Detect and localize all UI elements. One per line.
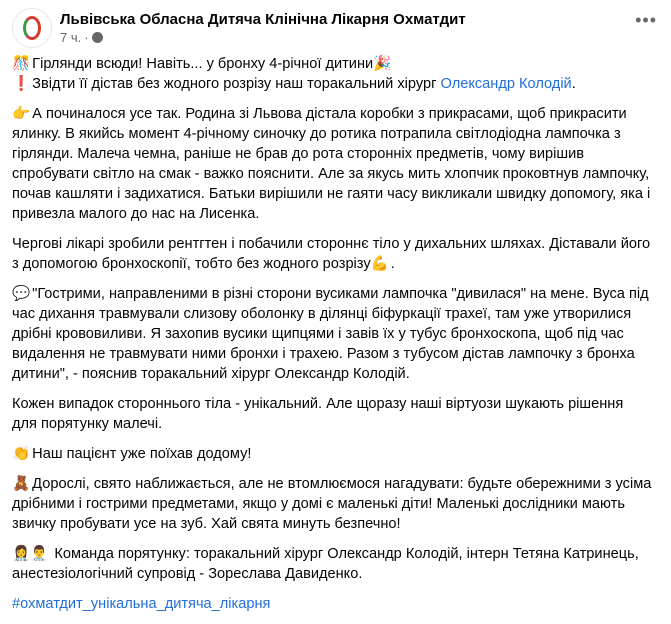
exclamation-icon: ❗: [12, 76, 31, 92]
paragraph-quote: [12, 284, 652, 384]
post-time[interactable]: 7 ч.: [60, 29, 82, 45]
logo-icon: [23, 16, 41, 40]
header-info: [60, 10, 625, 47]
flexed-biceps-icon: 💪: [370, 256, 389, 272]
paragraph-story: [12, 104, 652, 224]
paragraph-unique: [12, 394, 652, 434]
text: Звідти її дістав без жодного розрізу наш торакальний хірург: [32, 76, 441, 92]
text: .: [390, 256, 395, 272]
party-popper-icon: 🎉: [373, 56, 392, 72]
post-header: [12, 0, 657, 54]
clapping-hands-icon: 👏: [12, 446, 31, 462]
paragraph-intro: [12, 54, 652, 94]
page-avatar[interactable]: [12, 8, 52, 48]
text: Команда порятунку: торакальний хірург Олександр Колодій, інтерн Тетяна Катринець, анестезіологічний супровід - Зореслава Давиденко.: [12, 546, 639, 582]
page-name[interactable]: Львівська Обласна Дитяча Клінічна Лікарня Охматдит: [60, 10, 466, 28]
confetti-ball-icon: 🎊: [12, 56, 31, 72]
separator: ·: [84, 29, 89, 45]
text: Чергові лікарі зробили рентгтен і побачили стороннє тіло у дихальних шляхах. Діставали його з допомогою бронхоскопії, тобто без жодного розрізу: [12, 236, 651, 272]
surgeon-link[interactable]: Олександр Колодій: [440, 76, 572, 92]
health-worker-icons: 👩‍⚕️👨‍⚕️: [12, 546, 49, 562]
hashtag-link[interactable]: #охматдит_унікальна_дитяча_лікарня: [12, 596, 271, 612]
more-options-button[interactable]: •••: [635, 10, 657, 30]
post-body: [12, 54, 652, 614]
paragraph-hashtag: [12, 594, 652, 614]
paragraph-home: [12, 444, 652, 464]
paragraph-team: [12, 544, 652, 584]
text: .: [571, 76, 576, 92]
text: А починалося усе так. Родина зі Львова дістала коробки з прикрасами, щоб прикрасити ялинку. В якийсь момент 4-річному синочку до ротика потрапила світлодіодна лампочка з гірлянди. Малеча чемна, раніше не брав до рота сторонніх предметів, чому вирішив спробувати світло на смак - важко пояснити. Але за якусь мить хлопчик проковтнув лампочку, почав кашляти і задихатися. Батьки вирішили не гаяти часу викликали швидку допомогу, яка і привезла малого до нас на Лисенка.: [12, 106, 651, 222]
pointing-hand-icon: 👉: [12, 106, 31, 122]
globe-icon: [92, 32, 103, 43]
speech-bubble-icon: 💬: [12, 286, 31, 302]
text: Дорослі, свято наближається, але не втомлюємося нагадувати: будьте обережними з усіма дрібними і гострими предметами, якщо у домі є маленькі діти! Маленькі дослідники мають звичку пробувати усе на зуб. Хай свята минуть безпечно!: [12, 476, 652, 532]
paragraph-xray: [12, 234, 652, 274]
text: Гірлянди всюди! Навіть... у бронху 4-річної дитини: [32, 56, 374, 72]
post-meta: [60, 29, 625, 47]
text: Кожен випадок стороннього тіла - унікальний. Але щоразу наші віртуози шукають рішення для порятунку малечі.: [12, 396, 624, 432]
teddy-bear-icon: 🧸: [12, 476, 31, 492]
text: Наш пацієнт уже поїхав додому!: [32, 446, 252, 462]
paragraph-warning: [12, 474, 652, 534]
text: "Гострими, направленими в різні сторони вусиками лампочка "дивилася" на мене. Вуса під час дихання травмували слизову оболонку в ділянці біфуркації трахеї, там уже утворилися дрібні крововиливи. Я захопив вусики щипцями і завів їх у тубус бронхоскопа, щоб під час видалення не травмувати ними бронхи і трахею. Разом з тубусом дістав лампочку з бронха дитини", - пояснив торакальний хірург Олександр Колодій.: [12, 286, 649, 382]
